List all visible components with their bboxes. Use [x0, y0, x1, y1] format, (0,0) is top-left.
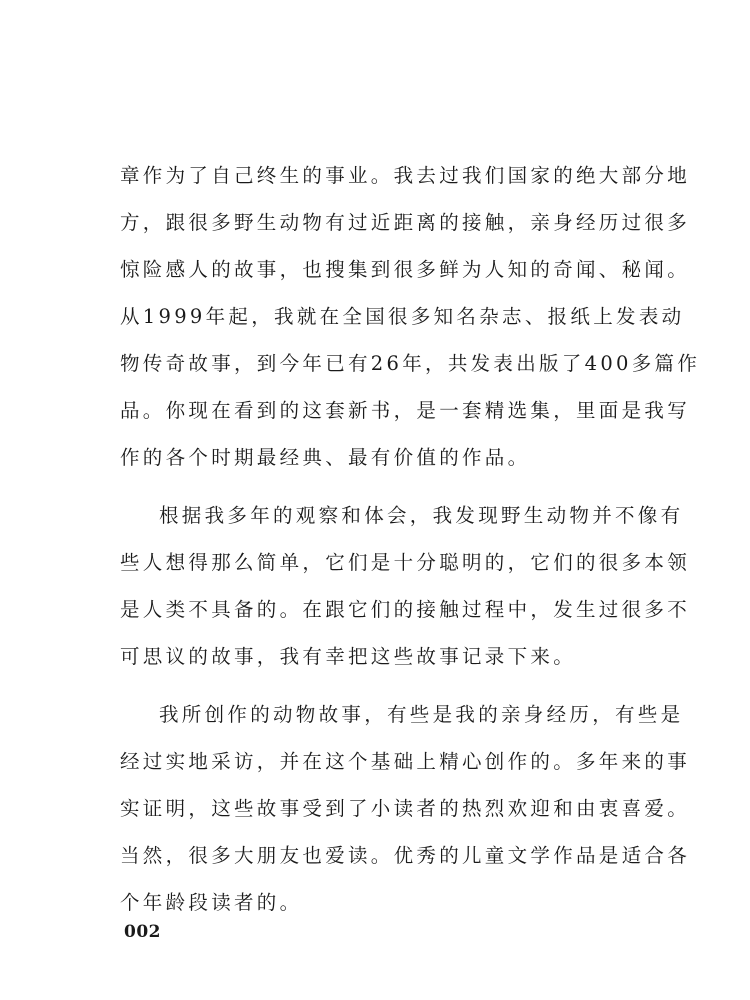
text-line: 是人类不具备的。在跟它们的接触过程中，发生过很多不 [120, 598, 691, 621]
paragraph-1 [120, 152, 701, 481]
text-line: 经过实地采访，并在这个基础上精心创作的。多年来的事 [120, 750, 691, 773]
text-line: 根据我多年的观察和体会，我发现野生动物并不像有 [159, 504, 684, 527]
text-line: 实证明，这些故事受到了小读者的热烈欢迎和由衷喜爱。 [120, 797, 691, 820]
page-body [120, 152, 701, 926]
text-line: 方，跟很多野生动物有过近距离的接触，亲身经历过很多 [120, 211, 691, 234]
text-line: 惊险感人的故事，也搜集到很多鲜为人知的奇闻、秘闻。 [120, 258, 691, 281]
paragraph-3 [120, 691, 691, 926]
text-line: 我所创作的动物故事，有些是我的亲身经历，有些是 [159, 703, 684, 726]
text-line: 物传奇故事，到今年已有26年，共发表出版了400多篇作 [120, 352, 701, 375]
text-line: 从1999年起，我就在全国很多知名杂志、报纸上发表动 [120, 305, 685, 328]
text-line: 当然，很多大朋友也爱读。优秀的儿童文学作品是适合各 [120, 844, 691, 867]
text-line: 个年龄段读者的。 [120, 891, 303, 914]
text-line: 些人想得那么简单，它们是十分聪明的，它们的很多本领 [120, 551, 691, 574]
text-line: 章作为了自己终生的事业。我去过我们国家的绝大部分地 [120, 164, 691, 187]
text-line: 可思议的故事，我有幸把这些故事记录下来。 [120, 645, 577, 668]
page-number: 002 [124, 922, 161, 942]
text-line: 品。你现在看到的这套新书，是一套精选集，里面是我写 [120, 399, 691, 422]
paragraph-gap [120, 481, 635, 492]
text-line: 作的各个时期最经典、最有价值的作品。 [120, 446, 531, 469]
paragraph-gap [120, 680, 635, 691]
paragraph-2 [120, 492, 691, 680]
